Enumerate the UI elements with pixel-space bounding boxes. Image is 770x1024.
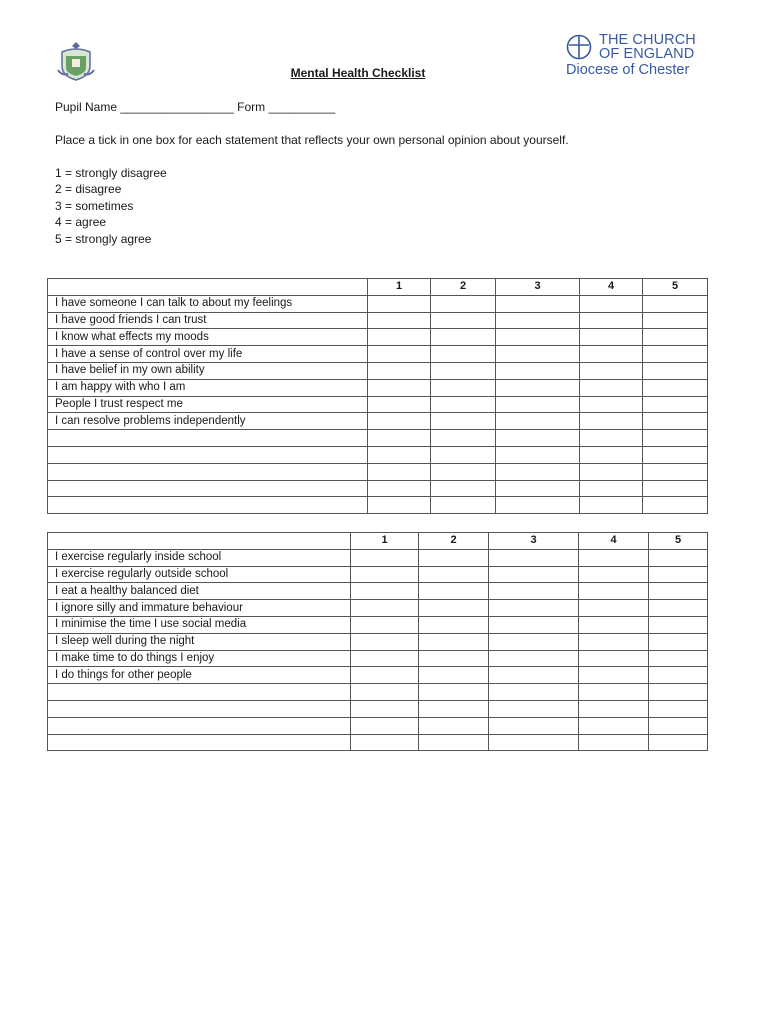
tick-box-1[interactable] [351, 566, 419, 583]
tick-box-1[interactable] [368, 413, 431, 430]
tick-box-2[interactable] [419, 734, 489, 751]
rating-scale-legend [55, 165, 167, 247]
table-row [48, 346, 708, 363]
tick-box-4[interactable] [579, 700, 649, 717]
tick-box-5[interactable] [649, 667, 708, 684]
tick-box-2[interactable] [419, 667, 489, 684]
table-row [48, 600, 708, 617]
tick-box-2[interactable] [431, 379, 496, 396]
table-row [48, 446, 708, 463]
statement-cell: I ignore silly and immature behaviour [48, 600, 351, 617]
tick-box-3[interactable] [496, 480, 580, 497]
tick-box-1[interactable] [368, 346, 431, 363]
table-row [48, 312, 708, 329]
tick-box-4[interactable] [579, 566, 649, 583]
coe-cross-icon [566, 34, 592, 60]
scale-item: 2 = disagree [55, 182, 122, 197]
tick-box-3[interactable] [496, 312, 580, 329]
table-row [48, 549, 708, 566]
tick-box-2[interactable] [431, 295, 496, 312]
tick-box-5[interactable] [649, 633, 708, 650]
tick-box-4[interactable] [579, 684, 649, 701]
tick-box-4[interactable] [580, 430, 643, 447]
tick-box-2[interactable] [431, 480, 496, 497]
tick-box-5[interactable] [643, 362, 708, 379]
table-row [48, 463, 708, 480]
tick-box-5[interactable] [649, 650, 708, 667]
statement-cell: I exercise regularly inside school [48, 549, 351, 566]
tick-box-4[interactable] [579, 549, 649, 566]
table-row [48, 497, 708, 514]
tick-box-4[interactable] [579, 650, 649, 667]
tick-box-1[interactable] [368, 379, 431, 396]
tick-box-4[interactable] [580, 312, 643, 329]
tick-box-3[interactable] [496, 346, 580, 363]
statement-cell: I have belief in my own ability [48, 362, 368, 379]
tick-box-2[interactable] [431, 346, 496, 363]
tick-box-1[interactable] [368, 430, 431, 447]
tick-box-1[interactable] [351, 684, 419, 701]
statement-cell: I have someone I can talk to about my feelings [48, 295, 368, 312]
tick-box-4[interactable] [579, 583, 649, 600]
tick-box-4[interactable] [580, 379, 643, 396]
tick-box-5[interactable] [643, 446, 708, 463]
statement-cell: I am happy with who I am [48, 379, 368, 396]
statement-cell [48, 446, 368, 463]
tick-box-4[interactable] [580, 497, 643, 514]
scale-item: 3 = sometimes [55, 198, 134, 213]
tick-box-3[interactable] [489, 667, 579, 684]
table-row [48, 480, 708, 497]
tick-box-2[interactable] [419, 650, 489, 667]
statement-cell [48, 717, 351, 734]
tick-box-3[interactable] [496, 396, 580, 413]
tick-box-4[interactable] [580, 362, 643, 379]
tick-box-5[interactable] [649, 700, 708, 717]
scale-item: 4 = agree [55, 215, 107, 230]
tick-box-5[interactable] [643, 379, 708, 396]
tick-box-4[interactable] [580, 463, 643, 480]
logo-line-3: Diocese of Chester [566, 62, 690, 78]
statement-cell [48, 497, 368, 514]
statement-cell: I sleep well during the night [48, 633, 351, 650]
tick-box-4[interactable] [580, 346, 643, 363]
checklist-table-wellbeing [47, 278, 708, 514]
tick-box-4[interactable] [579, 616, 649, 633]
header-blank-cell [48, 279, 368, 296]
statement-cell: People I trust respect me [48, 396, 368, 413]
tick-box-4[interactable] [579, 717, 649, 734]
tick-box-4[interactable] [580, 295, 643, 312]
tick-box-2[interactable] [419, 566, 489, 583]
tick-box-2[interactable] [419, 549, 489, 566]
statement-cell: I can resolve problems independently [48, 413, 368, 430]
tick-box-3[interactable] [489, 717, 579, 734]
table-row [48, 362, 708, 379]
tick-box-2[interactable] [419, 633, 489, 650]
table-row [48, 583, 708, 600]
tick-box-1[interactable] [351, 650, 419, 667]
tick-box-1[interactable] [351, 717, 419, 734]
table-row [48, 667, 708, 684]
tick-box-1[interactable] [351, 616, 419, 633]
tick-box-3[interactable] [496, 413, 580, 430]
tick-box-3[interactable] [496, 463, 580, 480]
table-row [48, 295, 708, 312]
tick-box-2[interactable] [431, 362, 496, 379]
tick-box-3[interactable] [496, 430, 580, 447]
tick-box-1[interactable] [368, 362, 431, 379]
statement-cell: I exercise regularly outside school [48, 566, 351, 583]
tick-box-3[interactable] [489, 650, 579, 667]
statement-cell [48, 463, 368, 480]
statement-cell: I know what effects my moods [48, 329, 368, 346]
statement-cell [48, 430, 368, 447]
table-row [48, 717, 708, 734]
statement-cell: I eat a healthy balanced diet [48, 583, 351, 600]
table-row [48, 684, 708, 701]
statement-cell [48, 734, 351, 751]
tick-box-5[interactable] [643, 396, 708, 413]
table-row [48, 329, 708, 346]
tick-box-1[interactable] [368, 312, 431, 329]
tick-box-4[interactable] [579, 667, 649, 684]
tick-box-4[interactable] [580, 413, 643, 430]
tick-box-3[interactable] [496, 362, 580, 379]
tick-box-4[interactable] [580, 446, 643, 463]
statement-cell: I minimise the time I use social media [48, 616, 351, 633]
table-row [48, 379, 708, 396]
statement-cell [48, 684, 351, 701]
tick-box-5[interactable] [643, 346, 708, 363]
tick-box-5[interactable] [643, 295, 708, 312]
tick-box-5[interactable] [649, 566, 708, 583]
tick-box-4[interactable] [580, 396, 643, 413]
tick-box-5[interactable] [643, 329, 708, 346]
instruction-text: Place a tick in one box for each statement that reflects your own personal opinion about yourself. [55, 133, 569, 147]
tick-box-5[interactable] [649, 600, 708, 617]
logo-line-2: OF ENGLAND [599, 46, 695, 62]
rating-header-3: 3 [489, 533, 579, 550]
tick-box-1[interactable] [368, 446, 431, 463]
tick-box-3[interactable] [489, 600, 579, 617]
tick-box-2[interactable] [431, 497, 496, 514]
rating-header-2: 2 [431, 279, 496, 296]
rating-header-4: 4 [580, 279, 643, 296]
tick-box-5[interactable] [643, 480, 708, 497]
tick-box-1[interactable] [368, 396, 431, 413]
table-row [48, 633, 708, 650]
tick-box-3[interactable] [489, 549, 579, 566]
table-row [48, 700, 708, 717]
tick-box-5[interactable] [649, 734, 708, 751]
statement-cell: I make time to do things I enjoy [48, 650, 351, 667]
table-header-row [48, 533, 708, 550]
checklist-table-lifestyle [47, 532, 708, 751]
tick-box-4[interactable] [580, 480, 643, 497]
tick-box-3[interactable] [496, 497, 580, 514]
tick-box-3[interactable] [489, 583, 579, 600]
tick-box-1[interactable] [351, 734, 419, 751]
tick-box-1[interactable] [351, 667, 419, 684]
tick-box-5[interactable] [649, 583, 708, 600]
tick-box-4[interactable] [579, 734, 649, 751]
rating-header-5: 5 [643, 279, 708, 296]
tick-box-3[interactable] [496, 329, 580, 346]
tick-box-4[interactable] [579, 600, 649, 617]
pupil-name-form-line: Pupil Name _________________ Form __________ [55, 100, 336, 114]
tick-box-2[interactable] [419, 583, 489, 600]
tick-box-2[interactable] [431, 463, 496, 480]
scale-item: 5 = strongly agree [55, 231, 152, 246]
tick-box-5[interactable] [643, 430, 708, 447]
scale-item: 1 = strongly disagree [55, 166, 167, 180]
tick-box-3[interactable] [489, 633, 579, 650]
table-row [48, 616, 708, 633]
tick-box-3[interactable] [489, 616, 579, 633]
tick-box-2[interactable] [431, 413, 496, 430]
tick-box-3[interactable] [496, 379, 580, 396]
table-row [48, 396, 708, 413]
table-header-row [48, 279, 708, 296]
tick-box-1[interactable] [368, 295, 431, 312]
tick-box-4[interactable] [580, 329, 643, 346]
statement-cell: I have good friends I can trust [48, 312, 368, 329]
statement-cell [48, 700, 351, 717]
table-row [48, 650, 708, 667]
tick-box-1[interactable] [368, 329, 431, 346]
tick-box-2[interactable] [419, 700, 489, 717]
table-row [48, 566, 708, 583]
tick-box-3[interactable] [489, 700, 579, 717]
tick-box-1[interactable] [368, 463, 431, 480]
tick-box-3[interactable] [496, 295, 580, 312]
tick-box-5[interactable] [649, 717, 708, 734]
tick-box-2[interactable] [431, 329, 496, 346]
header-blank-cell [48, 533, 351, 550]
tick-box-1[interactable] [351, 600, 419, 617]
table-row [48, 430, 708, 447]
tick-box-1[interactable] [368, 497, 431, 514]
tick-box-2[interactable] [431, 446, 496, 463]
tick-box-5[interactable] [643, 497, 708, 514]
tick-box-2[interactable] [431, 312, 496, 329]
tick-box-2[interactable] [419, 684, 489, 701]
tick-box-5[interactable] [643, 463, 708, 480]
tick-box-3[interactable] [489, 684, 579, 701]
logo-line-1: THE CHURCH [599, 32, 696, 48]
rating-header-3: 3 [496, 279, 580, 296]
table-row [48, 413, 708, 430]
tick-box-3[interactable] [496, 446, 580, 463]
statement-cell: I do things for other people [48, 667, 351, 684]
rating-header-4: 4 [579, 533, 649, 550]
tick-box-5[interactable] [649, 684, 708, 701]
tick-box-1[interactable] [351, 549, 419, 566]
statement-cell: I have a sense of control over my life [48, 346, 368, 363]
tick-box-2[interactable] [431, 430, 496, 447]
tick-box-2[interactable] [431, 396, 496, 413]
tick-box-3[interactable] [489, 734, 579, 751]
tick-box-4[interactable] [579, 633, 649, 650]
table-row [48, 734, 708, 751]
rating-header-1: 1 [368, 279, 431, 296]
tick-box-2[interactable] [419, 616, 489, 633]
tick-box-1[interactable] [368, 480, 431, 497]
tick-box-5[interactable] [649, 549, 708, 566]
statement-cell [48, 480, 368, 497]
tick-box-5[interactable] [649, 616, 708, 633]
page-title: Mental Health Checklist [290, 66, 426, 80]
rating-header-1: 1 [351, 533, 419, 550]
rating-header-2: 2 [419, 533, 489, 550]
tick-box-2[interactable] [419, 600, 489, 617]
tick-box-3[interactable] [489, 566, 579, 583]
tick-box-5[interactable] [643, 413, 708, 430]
tick-box-1[interactable] [351, 633, 419, 650]
tick-box-1[interactable] [351, 700, 419, 717]
tick-box-5[interactable] [643, 312, 708, 329]
tick-box-2[interactable] [419, 717, 489, 734]
rating-header-5: 5 [649, 533, 708, 550]
tick-box-1[interactable] [351, 583, 419, 600]
